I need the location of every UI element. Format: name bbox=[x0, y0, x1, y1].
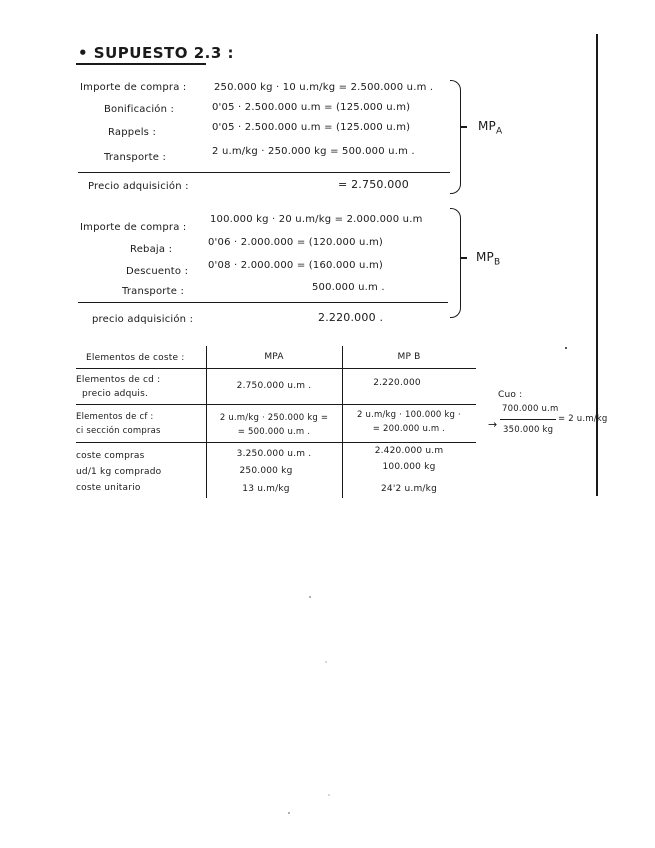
mpa-label-4: Transporte : bbox=[104, 152, 167, 163]
table-row-line-1 bbox=[76, 404, 476, 405]
mpa-label-3: Rappels : bbox=[108, 127, 157, 138]
scan-speck-3 bbox=[328, 794, 330, 796]
mpb-label-1: Importe de compra : bbox=[80, 222, 187, 233]
unit-cost-result: = 2 u.m/kg bbox=[558, 414, 608, 424]
mpb-total-value: 2.220.000 . bbox=[318, 311, 384, 324]
row1-mpa: 2.750.000 u.m . bbox=[236, 381, 312, 391]
mpa-total-line bbox=[78, 172, 450, 173]
mpb-total-line bbox=[78, 302, 448, 303]
mpa-label-2: Bonificación : bbox=[104, 104, 175, 115]
mpb-value-2: 0'06 · 2.000.000 = (120.000 u.m) bbox=[208, 237, 383, 248]
mpa-value-1: 250.000 kg · 10 u.m/kg = 2.500.000 u.m . bbox=[214, 82, 434, 93]
mpb-brace-label bbox=[476, 250, 500, 267]
row2-label-a: Elementos de cf : bbox=[76, 412, 154, 422]
table-row-line-2 bbox=[76, 442, 476, 443]
scan-speck-2 bbox=[325, 661, 327, 663]
mpa-brace-label bbox=[478, 119, 502, 136]
mpb-brace-tip bbox=[460, 257, 467, 259]
row3-label-b: ud/1 kg comprado bbox=[76, 467, 162, 477]
mpb-brace bbox=[450, 208, 461, 318]
unit-cost-label: Cuo : bbox=[498, 390, 523, 400]
mpa-value-4: 2 u.m/kg · 250.000 kg = 500.000 u.m . bbox=[212, 146, 415, 157]
unit-cost-denominator: 350.000 kg bbox=[503, 425, 554, 435]
row1-label-b: precio adquis. bbox=[82, 389, 149, 399]
row3-mpa-b: 250.000 kg bbox=[239, 466, 293, 476]
mpa-total-label: Precio adquisición : bbox=[88, 181, 189, 192]
scan-speck-1 bbox=[309, 596, 311, 598]
margin-line bbox=[596, 34, 598, 496]
mpb-label-4: Transporte : bbox=[122, 286, 185, 297]
title-underline bbox=[76, 63, 206, 65]
mpb-value-4: 500.000 u.m . bbox=[312, 282, 385, 293]
row3-label-c: coste unitario bbox=[76, 483, 141, 493]
page-title: • SUPUESTO 2.3 : bbox=[78, 44, 235, 62]
row1-mpb: 2.220.000 bbox=[373, 378, 421, 388]
mpb-value-3: 0'08 · 2.000.000 = (160.000 u.m) bbox=[208, 260, 383, 271]
row3-mpa-a: 3.250.000 u.m . bbox=[236, 449, 312, 459]
row2-mpb-a: 2 u.m/kg · 100.000 kg · bbox=[357, 410, 461, 420]
row3-mpa-c: 13 u.m/kg bbox=[242, 484, 290, 494]
stray-dot bbox=[565, 347, 567, 349]
row3-mpb-b: 100.000 kg bbox=[382, 462, 436, 472]
mpa-brace bbox=[450, 80, 461, 194]
unit-cost-numerator: 700.000 u.m bbox=[502, 404, 559, 414]
mpa-total-value: = 2.750.000 bbox=[338, 178, 409, 191]
table-header-mpa: MPA bbox=[264, 352, 284, 362]
row2-mpa-a: 2 u.m/kg · 250.000 kg = bbox=[219, 413, 329, 423]
scan-speck-4 bbox=[288, 812, 290, 814]
mpa-label-1: Importe de compra : bbox=[80, 82, 187, 93]
row2-mpb-b: = 200.000 u.m . bbox=[372, 424, 446, 434]
row3-label-a: coste compras bbox=[76, 451, 145, 461]
mpb-value-1: 100.000 kg · 20 u.m/kg = 2.000.000 u.m bbox=[210, 214, 423, 225]
table-header-mpb: MP B bbox=[397, 352, 421, 362]
mpb-brace-label-sub: B bbox=[494, 257, 501, 268]
unit-cost-arrow: → bbox=[488, 418, 498, 431]
mpa-value-2: 0'05 · 2.500.000 u.m = (125.000 u.m) bbox=[212, 102, 411, 113]
table-header-line bbox=[76, 368, 476, 369]
row2-mpa-b: = 500.000 u.m . bbox=[237, 427, 311, 437]
mpb-label-2: Rebaja : bbox=[130, 244, 173, 255]
table-col-line-2 bbox=[342, 346, 343, 498]
row3-mpb-c: 24'2 u.m/kg bbox=[380, 484, 437, 494]
mpb-label-3: Descuento : bbox=[126, 266, 189, 277]
table-header-elements: Elementos de coste : bbox=[86, 353, 185, 363]
unit-cost-fraction-line bbox=[500, 419, 556, 420]
mpa-brace-label-sub: A bbox=[496, 126, 503, 137]
row3-mpb-a: 2.420.000 u.m bbox=[374, 446, 444, 456]
mpa-value-3: 0'05 · 2.500.000 u.m = (125.000 u.m) bbox=[212, 122, 411, 133]
mpb-brace-label-main: MP bbox=[476, 250, 494, 264]
row1-label-a: Elementos de cd : bbox=[76, 375, 161, 385]
mpa-brace-label-main: MP bbox=[478, 119, 496, 133]
mpb-total-label: precio adquisición : bbox=[92, 314, 194, 325]
mpa-brace-tip bbox=[460, 126, 467, 128]
row2-label-b: ci sección compras bbox=[76, 426, 161, 436]
